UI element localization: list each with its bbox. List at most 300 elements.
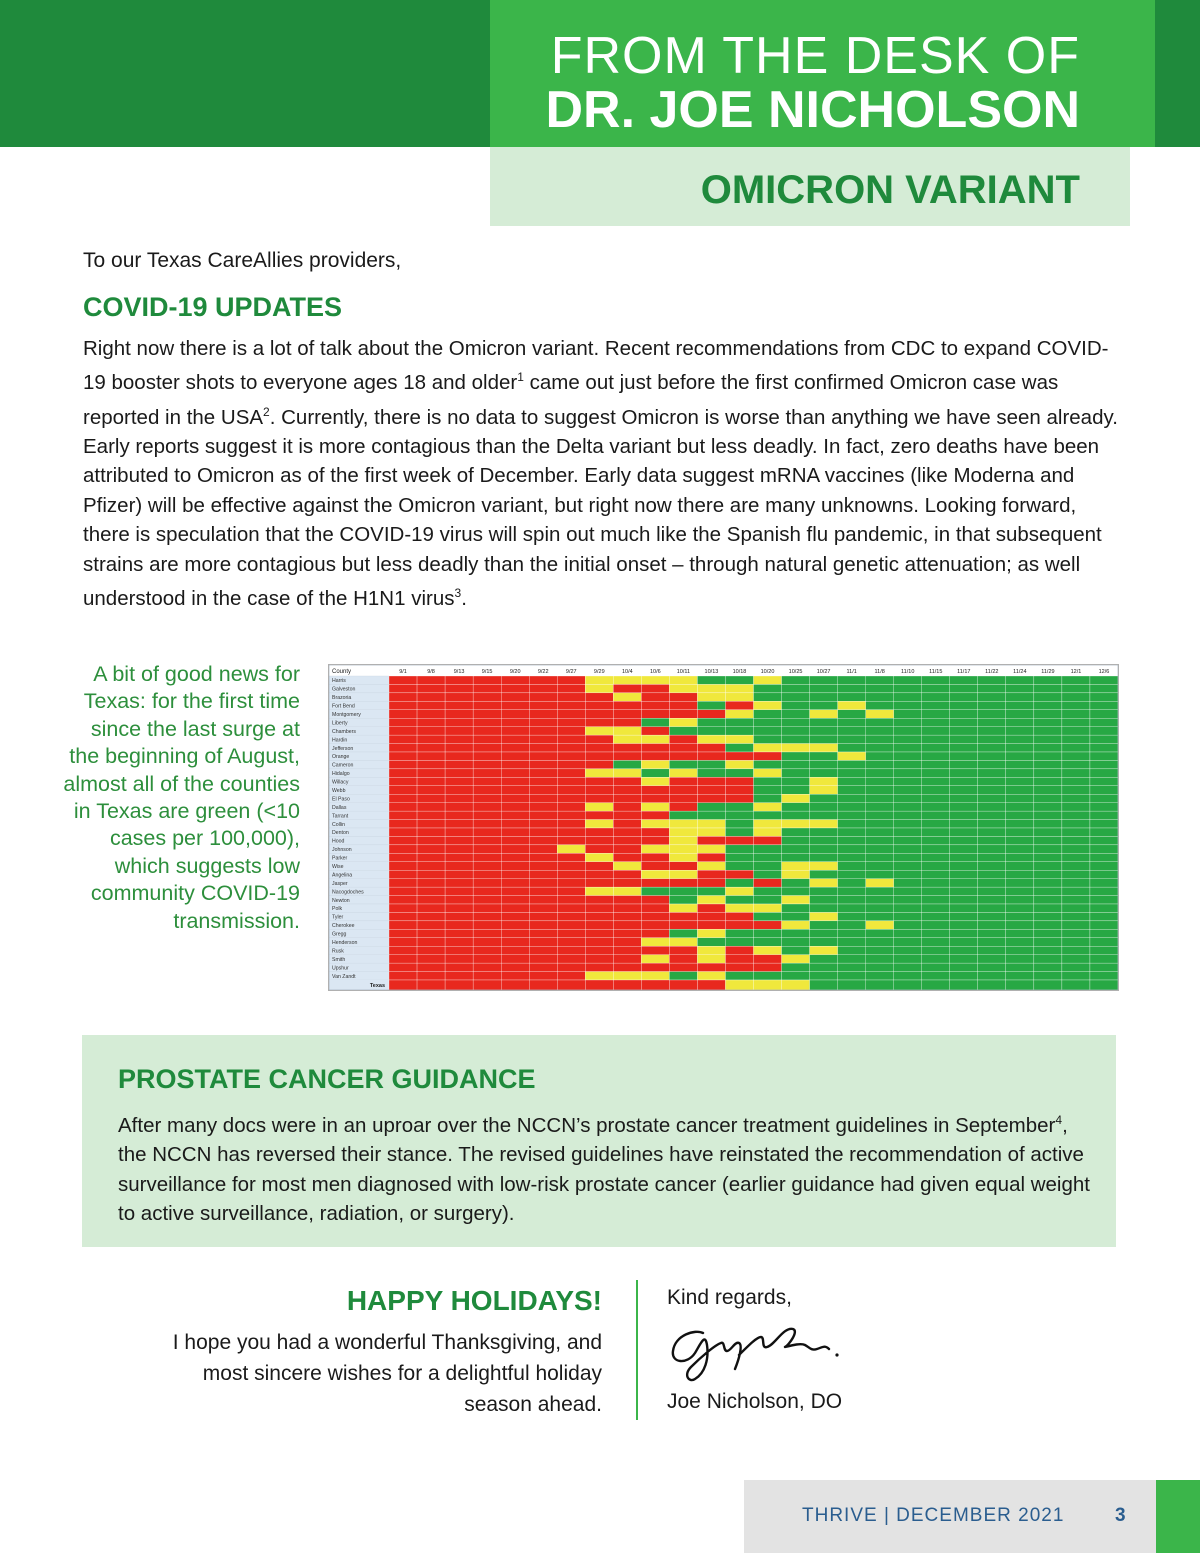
- table-cell: [417, 794, 445, 802]
- table-cell: [585, 777, 613, 785]
- table-cell: [782, 769, 810, 777]
- table-cell: [613, 836, 641, 844]
- table-cell: [501, 836, 529, 844]
- table-cell: [866, 735, 894, 743]
- table-cell: [1090, 921, 1118, 929]
- table-cell: [782, 803, 810, 811]
- table-cell: [417, 853, 445, 861]
- table-cell: [641, 870, 669, 878]
- table-total-cell: [725, 980, 753, 990]
- table-cell: [978, 904, 1006, 912]
- table-cell: [697, 693, 725, 701]
- table-cell: [1006, 735, 1034, 743]
- table-cell: [754, 710, 782, 718]
- table-cell: [641, 845, 669, 853]
- table-cell: [1090, 693, 1118, 701]
- table-cell: [585, 955, 613, 963]
- table-cell: [1090, 870, 1118, 878]
- table-cell: [754, 845, 782, 853]
- table-cell: [1006, 955, 1034, 963]
- table-cell: [1090, 938, 1118, 946]
- table-cell: [866, 744, 894, 752]
- table-cell: [473, 904, 501, 912]
- table-cell: [1006, 710, 1034, 718]
- table-cell: [501, 904, 529, 912]
- table-cell: [417, 684, 445, 692]
- table-cell: [389, 845, 417, 853]
- table-cell: [613, 727, 641, 735]
- table-cell: [669, 912, 697, 920]
- table-cell: [866, 870, 894, 878]
- table-cell: [810, 684, 838, 692]
- table-cell: [389, 744, 417, 752]
- table-cell: [417, 862, 445, 870]
- table-cell: [697, 879, 725, 887]
- table-cell: [529, 803, 557, 811]
- table-cell: [782, 760, 810, 768]
- table-cell: [389, 862, 417, 870]
- table-cell: [445, 828, 473, 836]
- table-cell: [782, 794, 810, 802]
- table-cell: [1090, 684, 1118, 692]
- table-cell: [585, 752, 613, 760]
- table-cell: [978, 972, 1006, 980]
- table-cell: [389, 769, 417, 777]
- table-county-name: Van Zandt: [332, 973, 356, 980]
- table-cell: [1006, 929, 1034, 937]
- table-county-name: Liberty: [332, 720, 348, 727]
- table-date-label: 9/1: [399, 669, 407, 675]
- table-cell: [557, 794, 585, 802]
- table-cell: [922, 912, 950, 920]
- table-cell: [585, 735, 613, 743]
- table-cell: [501, 803, 529, 811]
- table-cell: [501, 794, 529, 802]
- table-cell: [529, 752, 557, 760]
- table-cell: [838, 786, 866, 794]
- table-cell: [445, 727, 473, 735]
- table-cell: [613, 862, 641, 870]
- table-county-name: Henderson: [332, 940, 358, 947]
- table-cell: [978, 853, 1006, 861]
- table-cell: [1034, 896, 1062, 904]
- table-cell: [894, 853, 922, 861]
- table-cell: [950, 693, 978, 701]
- table-cell: [754, 955, 782, 963]
- table-cell: [1062, 828, 1090, 836]
- table-cell: [501, 727, 529, 735]
- table-cell: [922, 769, 950, 777]
- table-cell: [1090, 786, 1118, 794]
- table-county-name: Cherokee: [332, 923, 355, 930]
- table-cell: [922, 929, 950, 937]
- table-date-label: 9/8: [427, 669, 435, 675]
- table-cell: [810, 853, 838, 861]
- table-cell: [669, 904, 697, 912]
- table-cell: [725, 887, 753, 895]
- table-cell: [978, 946, 1006, 954]
- table-cell: [754, 811, 782, 819]
- table-cell: [557, 744, 585, 752]
- table-cell: [1034, 744, 1062, 752]
- table-cell: [473, 710, 501, 718]
- table-cell: [445, 946, 473, 954]
- table-cell: [922, 879, 950, 887]
- table-county-name: Gregg: [332, 931, 347, 938]
- table-cell: [585, 744, 613, 752]
- table-cell: [445, 744, 473, 752]
- table-cell: [613, 735, 641, 743]
- table-cell: [894, 744, 922, 752]
- table-cell: [613, 946, 641, 954]
- table-cell: [894, 929, 922, 937]
- table-cell: [978, 701, 1006, 709]
- table-cell: [557, 752, 585, 760]
- table-cell: [389, 777, 417, 785]
- table-cell: [529, 879, 557, 887]
- table-cell: [389, 887, 417, 895]
- table-total-cell: [838, 980, 866, 990]
- table-cell: [978, 820, 1006, 828]
- table-cell: [1090, 845, 1118, 853]
- table-date-label: 9/13: [453, 669, 465, 675]
- table-cell: [669, 811, 697, 819]
- table-cell: [641, 912, 669, 920]
- table-cell: [810, 845, 838, 853]
- table-cell: [725, 921, 753, 929]
- table-county-name: Hidalgo: [332, 771, 350, 778]
- page-subtitle: OMICRON VARIANT: [700, 168, 1080, 212]
- table-cell: [866, 896, 894, 904]
- table-date-label: 9/27: [565, 669, 577, 675]
- table-date-label: 11/1: [846, 669, 857, 675]
- holiday-heading: HAPPY HOLIDAYS!: [346, 1285, 602, 1316]
- table-date-label: 10/13: [704, 669, 719, 675]
- table-cell: [950, 929, 978, 937]
- table-cell: [501, 896, 529, 904]
- table-cell: [866, 904, 894, 912]
- table-cell: [725, 904, 753, 912]
- table-cell: [1062, 887, 1090, 895]
- table-cell: [557, 820, 585, 828]
- table-cell: [725, 777, 753, 785]
- table-date-label: 12/1: [1070, 669, 1082, 675]
- table-cell: [950, 803, 978, 811]
- table-cell: [894, 710, 922, 718]
- table-cell: [697, 912, 725, 920]
- table-cell: [529, 963, 557, 971]
- table-cell: [389, 735, 417, 743]
- table-cell: [978, 938, 1006, 946]
- table-cell: [613, 879, 641, 887]
- table-cell: [754, 904, 782, 912]
- table-county-name: Chambers: [332, 728, 356, 735]
- table-cell: [894, 828, 922, 836]
- table-cell: [894, 786, 922, 794]
- table-cell: [1006, 870, 1034, 878]
- table-cell: [389, 955, 417, 963]
- table-cell: [1034, 963, 1062, 971]
- table-date-label: 11/24: [1013, 669, 1027, 675]
- table-cell: [669, 693, 697, 701]
- table-cell: [585, 836, 613, 844]
- table-cell: [922, 820, 950, 828]
- table-cell: [950, 820, 978, 828]
- table-cell: [978, 710, 1006, 718]
- table-cell: [501, 853, 529, 861]
- table-cell: [922, 701, 950, 709]
- table-cell: [838, 896, 866, 904]
- table-cell: [838, 963, 866, 971]
- good-news-sidenote: A bit of good news for Texas: for the first time since the last surge at the beginning of August, almost all of the counties in Texas are green (<10 cases per 100,000), which suggests low community COVID-19 transmission.: [63, 662, 300, 933]
- table-cell: [754, 735, 782, 743]
- table-cell: [501, 946, 529, 954]
- table-cell: [445, 760, 473, 768]
- table-cell: [1062, 870, 1090, 878]
- table-cell: [810, 836, 838, 844]
- table-date-label: 10/4: [621, 669, 633, 675]
- table-cell: [866, 752, 894, 760]
- table-cell: [389, 938, 417, 946]
- table-cell: [1034, 820, 1062, 828]
- table-cell: [697, 752, 725, 760]
- table-cell: [894, 693, 922, 701]
- table-cell: [894, 972, 922, 980]
- table-cell: [894, 769, 922, 777]
- table-cell: [725, 972, 753, 980]
- table-cell: [1006, 972, 1034, 980]
- table-cell: [669, 760, 697, 768]
- table-cell: [669, 853, 697, 861]
- table-cell: [866, 828, 894, 836]
- table-cell: [557, 777, 585, 785]
- table-header-row: [329, 665, 1118, 676]
- table-total-cell: [445, 980, 473, 990]
- table-cell: [417, 777, 445, 785]
- table-cell: [894, 735, 922, 743]
- table-cell: [389, 811, 417, 819]
- table-date-label: 10/6: [650, 669, 661, 675]
- table-cell: [669, 972, 697, 980]
- table-cell: [585, 887, 613, 895]
- table-cell: [866, 710, 894, 718]
- table-cell: [585, 794, 613, 802]
- table-cell: [417, 836, 445, 844]
- table-cell: [754, 896, 782, 904]
- table-cell: [445, 752, 473, 760]
- table-cell: [697, 963, 725, 971]
- table-cell: [950, 752, 978, 760]
- table-cell: [1090, 676, 1118, 684]
- table-cell: [417, 904, 445, 912]
- table-cell: [1090, 710, 1118, 718]
- table-cell: [1034, 727, 1062, 735]
- table-county-name: Fort Bend: [332, 703, 355, 710]
- table-cell: [697, 727, 725, 735]
- table-cell: [866, 862, 894, 870]
- table-cell: [810, 946, 838, 954]
- table-date-label: 11/29: [1041, 669, 1055, 675]
- table-cell: [866, 786, 894, 794]
- table-cell: [417, 938, 445, 946]
- table-cell: [613, 820, 641, 828]
- table-total-cell: [894, 980, 922, 990]
- table-cell: [501, 955, 529, 963]
- table-cell: [1062, 769, 1090, 777]
- table-cell: [417, 921, 445, 929]
- table-cell: [557, 870, 585, 878]
- table-cell: [613, 845, 641, 853]
- table-cell: [782, 887, 810, 895]
- table-cell: [978, 777, 1006, 785]
- table-cell: [894, 752, 922, 760]
- table-cell: [922, 887, 950, 895]
- table-cell: [641, 811, 669, 819]
- table-cell: [866, 972, 894, 980]
- table-cell: [445, 718, 473, 726]
- table-cell: [866, 887, 894, 895]
- table-cell: [613, 794, 641, 802]
- table-cell: [1006, 701, 1034, 709]
- table-cell: [613, 811, 641, 819]
- table-cell: [697, 955, 725, 963]
- table-cell: [697, 887, 725, 895]
- table-date-label: 10/25: [788, 669, 803, 675]
- table-cell: [529, 912, 557, 920]
- table-cell: [613, 912, 641, 920]
- table-cell: [557, 710, 585, 718]
- table-cell: [1006, 887, 1034, 895]
- table-cell: [810, 896, 838, 904]
- table-cell: [1062, 710, 1090, 718]
- table-cell: [417, 879, 445, 887]
- table-cell: [1062, 853, 1090, 861]
- table-cell: [725, 938, 753, 946]
- table-cell: [473, 803, 501, 811]
- table-cell: [725, 896, 753, 904]
- table-cell: [978, 735, 1006, 743]
- table-cell: [782, 862, 810, 870]
- table-cell: [473, 701, 501, 709]
- table-cell: [473, 684, 501, 692]
- table-cell: [697, 938, 725, 946]
- table-cell: [473, 769, 501, 777]
- table-cell: [529, 701, 557, 709]
- table-cell: [473, 760, 501, 768]
- table-cell: [557, 904, 585, 912]
- table-cell: [613, 929, 641, 937]
- closing-divider: [636, 1280, 638, 1420]
- table-cell: [782, 701, 810, 709]
- table-cell: [613, 921, 641, 929]
- table-cell: [810, 803, 838, 811]
- table-cell: [473, 836, 501, 844]
- table-cell: [389, 676, 417, 684]
- table-county-name: Denton: [332, 830, 349, 837]
- table-cell: [389, 693, 417, 701]
- table-cell: [613, 718, 641, 726]
- table-cell: [1034, 887, 1062, 895]
- table-county-name: Tarrant: [332, 813, 349, 820]
- table-date-label: 10/11: [676, 669, 691, 675]
- table-cell: [557, 718, 585, 726]
- table-cell: [389, 794, 417, 802]
- table-date-label: 9/15: [481, 669, 493, 675]
- table-cell: [1090, 769, 1118, 777]
- table-cell: [838, 727, 866, 735]
- table-cell: [389, 946, 417, 954]
- table-cell: [978, 845, 1006, 853]
- table-cell: [1062, 735, 1090, 743]
- table-cell: [838, 904, 866, 912]
- table-cell: [501, 786, 529, 794]
- table-cell: [866, 718, 894, 726]
- table-cell: [641, 862, 669, 870]
- table-cell: [389, 921, 417, 929]
- table-cell: [417, 955, 445, 963]
- table-cell: [557, 769, 585, 777]
- table-cell: [585, 811, 613, 819]
- table-cell: [782, 744, 810, 752]
- table-cell: [585, 929, 613, 937]
- table-cell: [669, 786, 697, 794]
- table-cell: [641, 727, 669, 735]
- table-cell: [529, 710, 557, 718]
- table-cell: [1034, 836, 1062, 844]
- table-cell: [838, 735, 866, 743]
- table-cell: [473, 955, 501, 963]
- table-cell: [838, 811, 866, 819]
- table-total-cell: [585, 980, 613, 990]
- table-date-label: 10/20: [760, 669, 775, 675]
- table-cell: [1090, 752, 1118, 760]
- table-cell: [529, 676, 557, 684]
- table-cell: [697, 836, 725, 844]
- table-cell: [754, 777, 782, 785]
- table-total-cell: [922, 980, 950, 990]
- table-cell: [697, 820, 725, 828]
- table-cell: [529, 887, 557, 895]
- table-cell: [389, 912, 417, 920]
- table-cell: [838, 912, 866, 920]
- table-cell: [838, 684, 866, 692]
- table-cell: [725, 929, 753, 937]
- table-cell: [501, 938, 529, 946]
- table-cell: [445, 870, 473, 878]
- table-cell: [529, 862, 557, 870]
- table-cell: [585, 845, 613, 853]
- table-cell: [501, 752, 529, 760]
- table-cell: [978, 879, 1006, 887]
- table-cell: [1006, 820, 1034, 828]
- table-cell: [473, 912, 501, 920]
- table-cell: [417, 693, 445, 701]
- table-cell: [1090, 811, 1118, 819]
- table-cell: [922, 811, 950, 819]
- table-cell: [697, 701, 725, 709]
- table-cell: [473, 946, 501, 954]
- table-county-name: Hardin: [332, 737, 348, 744]
- table-cell: [1090, 820, 1118, 828]
- table-cell: [838, 972, 866, 980]
- table-cell: [613, 853, 641, 861]
- table-cell: [585, 760, 613, 768]
- table-cell: [950, 684, 978, 692]
- table-cell: [641, 896, 669, 904]
- table-cell: [838, 744, 866, 752]
- table-cell: [669, 727, 697, 735]
- table-cell: [669, 938, 697, 946]
